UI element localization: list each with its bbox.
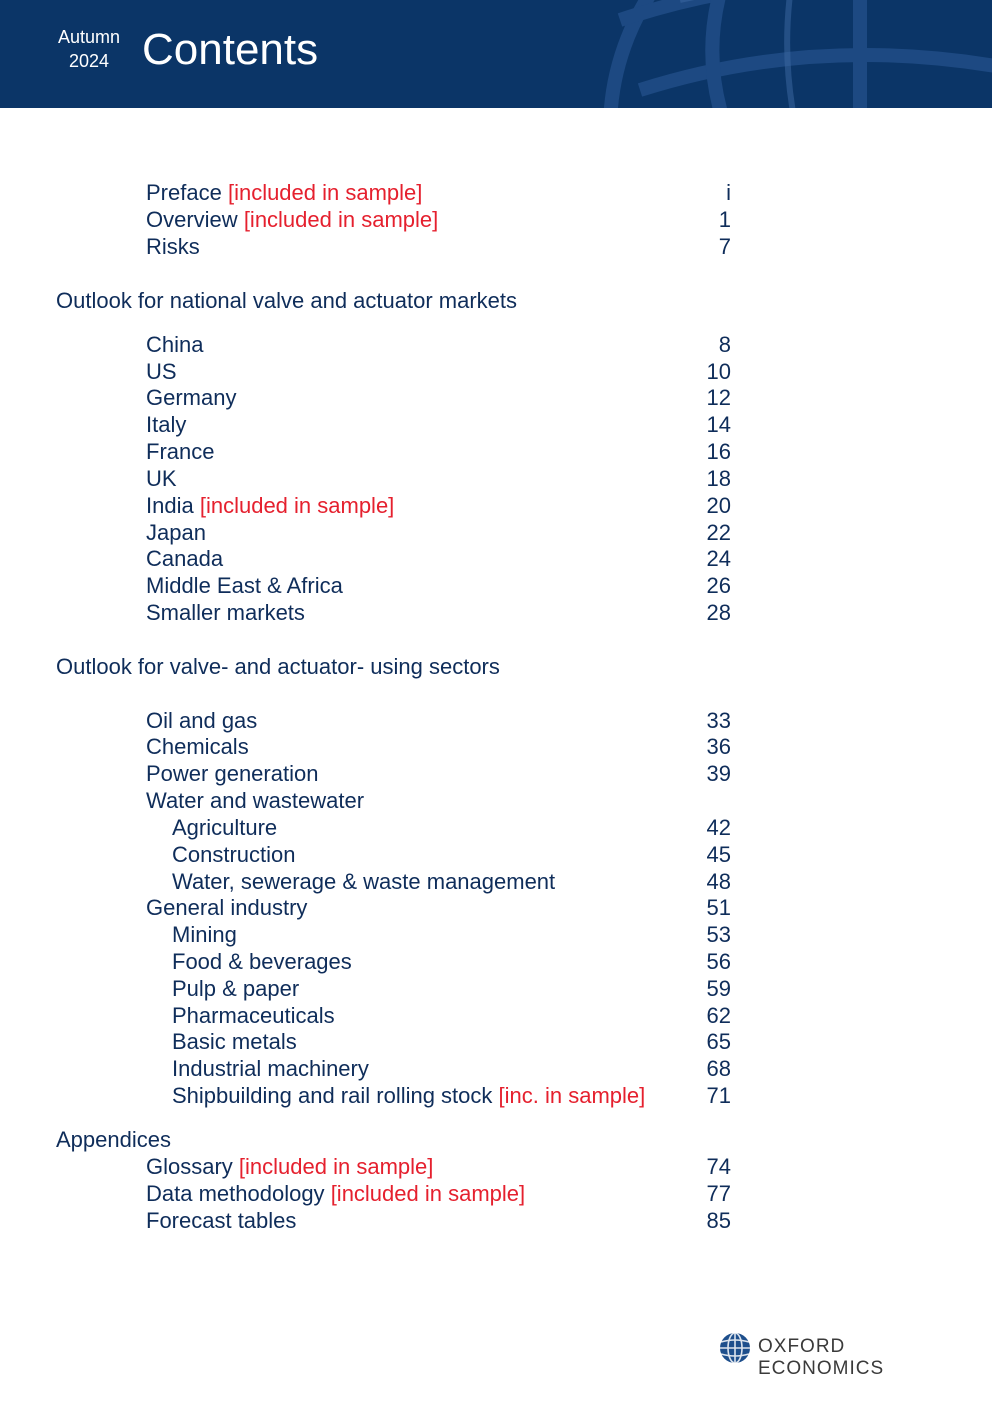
toc-entry-page: 51 [706, 895, 731, 920]
toc-entry-page: 24 [706, 546, 731, 571]
toc-entry-label: Agriculture [172, 815, 278, 840]
toc-entry-us[interactable] [146, 358, 177, 385]
toc-entry-label: General industry [146, 895, 308, 920]
toc-entry-label: Pharmaceuticals [172, 1003, 335, 1028]
toc-entry-page: 85 [706, 1208, 731, 1233]
toc-entry-page: 56 [706, 949, 731, 974]
toc-entry-label: Overview [146, 207, 238, 232]
toc-entry-label: Mining [172, 922, 237, 947]
toc-entry-food-beverages[interactable] [172, 948, 352, 975]
toc-entry-sample-note: [included in sample] [330, 1181, 526, 1206]
toc-entry-japan[interactable] [146, 519, 206, 546]
toc-entry-label: Basic metals [172, 1029, 297, 1054]
toc-section-heading: Outlook for valve- and actuator- using sectors [56, 654, 500, 679]
toc-entry-label: Smaller markets [146, 600, 305, 625]
toc-entry-label: India [146, 493, 194, 518]
toc-entry-page: 8 [718, 332, 731, 357]
toc-entry-page: 48 [706, 869, 731, 894]
toc-entry-label: US [146, 359, 177, 384]
toc-entry-page: 22 [706, 520, 731, 545]
toc-entry-page: 68 [706, 1056, 731, 1081]
toc-entry-sample-note: [included in sample] [199, 493, 395, 518]
oxford-economics-logo [718, 1330, 948, 1379]
toc-entry-page: 42 [706, 815, 731, 840]
toc-entry-risks[interactable] [146, 233, 200, 260]
toc-entry-smaller-markets[interactable] [146, 599, 305, 626]
toc-entry-page: 12 [706, 385, 731, 410]
toc-entry-industrial-machinery[interactable] [172, 1055, 369, 1082]
toc-entry-sample-note: [included in sample] [243, 207, 439, 232]
toc-entry-label: Glossary [146, 1154, 233, 1179]
page-header [0, 0, 992, 108]
toc-entry-label: Middle East & Africa [146, 573, 343, 598]
toc-entry-mining[interactable] [172, 921, 237, 948]
toc-entry-general-industry[interactable] [146, 894, 307, 921]
toc-entry-label: Water, sewerage & waste management [172, 869, 556, 894]
toc-entry-page: 53 [706, 922, 731, 947]
toc-entry-water-sewerage[interactable] [172, 868, 555, 895]
toc-entry-page: 65 [706, 1029, 731, 1054]
toc-entry-label: Food & beverages [172, 949, 352, 974]
toc-entry-label: Data methodology [146, 1181, 325, 1206]
toc-entry-label: Industrial machinery [172, 1056, 369, 1081]
toc-entry-label: China [146, 332, 204, 357]
toc-entry-canada[interactable] [146, 545, 223, 572]
logo-wordmark: OXFORD ECONOMICS [758, 1336, 885, 1379]
toc-entry-overview[interactable] [146, 206, 438, 233]
toc-entry-glossary[interactable] [146, 1153, 433, 1180]
toc-entry-page: 74 [706, 1154, 731, 1179]
toc-entry-label: Risks [146, 234, 200, 259]
toc-entry-page: 1 [718, 207, 731, 232]
toc-entry-page: 36 [706, 734, 731, 759]
toc-entry-label: Forecast tables [146, 1208, 297, 1233]
toc-entry-india[interactable] [146, 492, 394, 519]
toc-entry-page: 26 [706, 573, 731, 598]
toc-entry-page: 71 [706, 1083, 731, 1108]
toc-entry-page: 77 [706, 1181, 731, 1206]
toc-entry-italy[interactable] [146, 411, 186, 438]
toc-entry-shipbuilding[interactable] [172, 1082, 645, 1109]
toc-entry-water-and-wastewater[interactable] [146, 787, 364, 814]
globe-icon [718, 1331, 752, 1365]
toc-section-heading: Appendices [56, 1127, 171, 1152]
toc-entry-china[interactable] [146, 331, 203, 358]
toc-entry-page: 14 [706, 412, 731, 437]
toc-entry-sample-note: [included in sample] [227, 180, 423, 205]
toc-entry-pharmaceuticals[interactable] [172, 1002, 335, 1029]
toc-entry-page: 28 [706, 600, 731, 625]
toc-entry-page: 45 [706, 842, 731, 867]
toc-entry-label: Oil and gas [146, 708, 258, 733]
toc-entry-page: 20 [706, 493, 731, 518]
toc-entry-label: Construction [172, 842, 296, 867]
page-title: Contents [142, 25, 319, 74]
toc-entry-label: Chemicals [146, 734, 249, 759]
toc-entry-label: France [146, 439, 215, 464]
toc-entry-label: UK [146, 466, 177, 491]
toc-entry-chemicals[interactable] [146, 733, 249, 760]
toc-entry-basic-metals[interactable] [172, 1028, 297, 1055]
toc-entry-page: 18 [706, 466, 731, 491]
toc-entry-data-methodology[interactable] [146, 1180, 525, 1207]
toc-entry-label: Water and wastewater [146, 788, 365, 813]
toc-entry-label: Italy [146, 412, 187, 437]
toc-entry-sample-note: [inc. in sample] [498, 1083, 646, 1108]
toc-entry-page: 62 [706, 1003, 731, 1028]
toc-entry-label: Power generation [146, 761, 319, 786]
toc-entry-label: Preface [146, 180, 222, 205]
toc-entry-page: 33 [706, 708, 731, 733]
toc-entry-label: Canada [146, 546, 224, 571]
toc-entry-page: 39 [706, 761, 731, 786]
edition-season: Autumn [57, 27, 121, 47]
toc-entry-power-generation[interactable] [146, 760, 318, 787]
toc-entry-pulp-paper[interactable] [172, 975, 299, 1002]
toc-entry-page: 7 [718, 234, 731, 259]
toc-entry-sample-note: [included in sample] [238, 1154, 434, 1179]
toc-entry-france[interactable] [146, 438, 214, 465]
toc-entry-construction[interactable] [172, 841, 296, 868]
toc-entry-page: 16 [706, 439, 731, 464]
toc-entry-middle-east-africa[interactable] [146, 572, 343, 599]
edition-label [50, 25, 128, 73]
toc-entry-label: Shipbuilding and rail rolling stock [172, 1083, 493, 1108]
toc-section-heading: Outlook for national valve and actuator markets [56, 288, 518, 313]
toc-entry-label: Japan [146, 520, 206, 545]
toc-entry-oil-and-gas[interactable] [146, 707, 257, 734]
toc-entry-forecast-tables[interactable] [146, 1207, 296, 1234]
toc-entry-label: Germany [146, 385, 237, 410]
toc-entry-page: i [726, 180, 731, 205]
toc-entry-label: Pulp & paper [172, 976, 300, 1001]
edition-year: 2024 [68, 51, 110, 71]
toc-entry-germany[interactable] [146, 384, 236, 411]
toc-entry-agriculture[interactable] [172, 814, 277, 841]
toc-entry-preface[interactable] [146, 179, 422, 206]
toc-entry-page: 59 [706, 976, 731, 1001]
globe-graphic [560, 0, 992, 108]
toc-entry-page: 10 [706, 359, 731, 384]
toc-entry-uk[interactable] [146, 465, 177, 492]
